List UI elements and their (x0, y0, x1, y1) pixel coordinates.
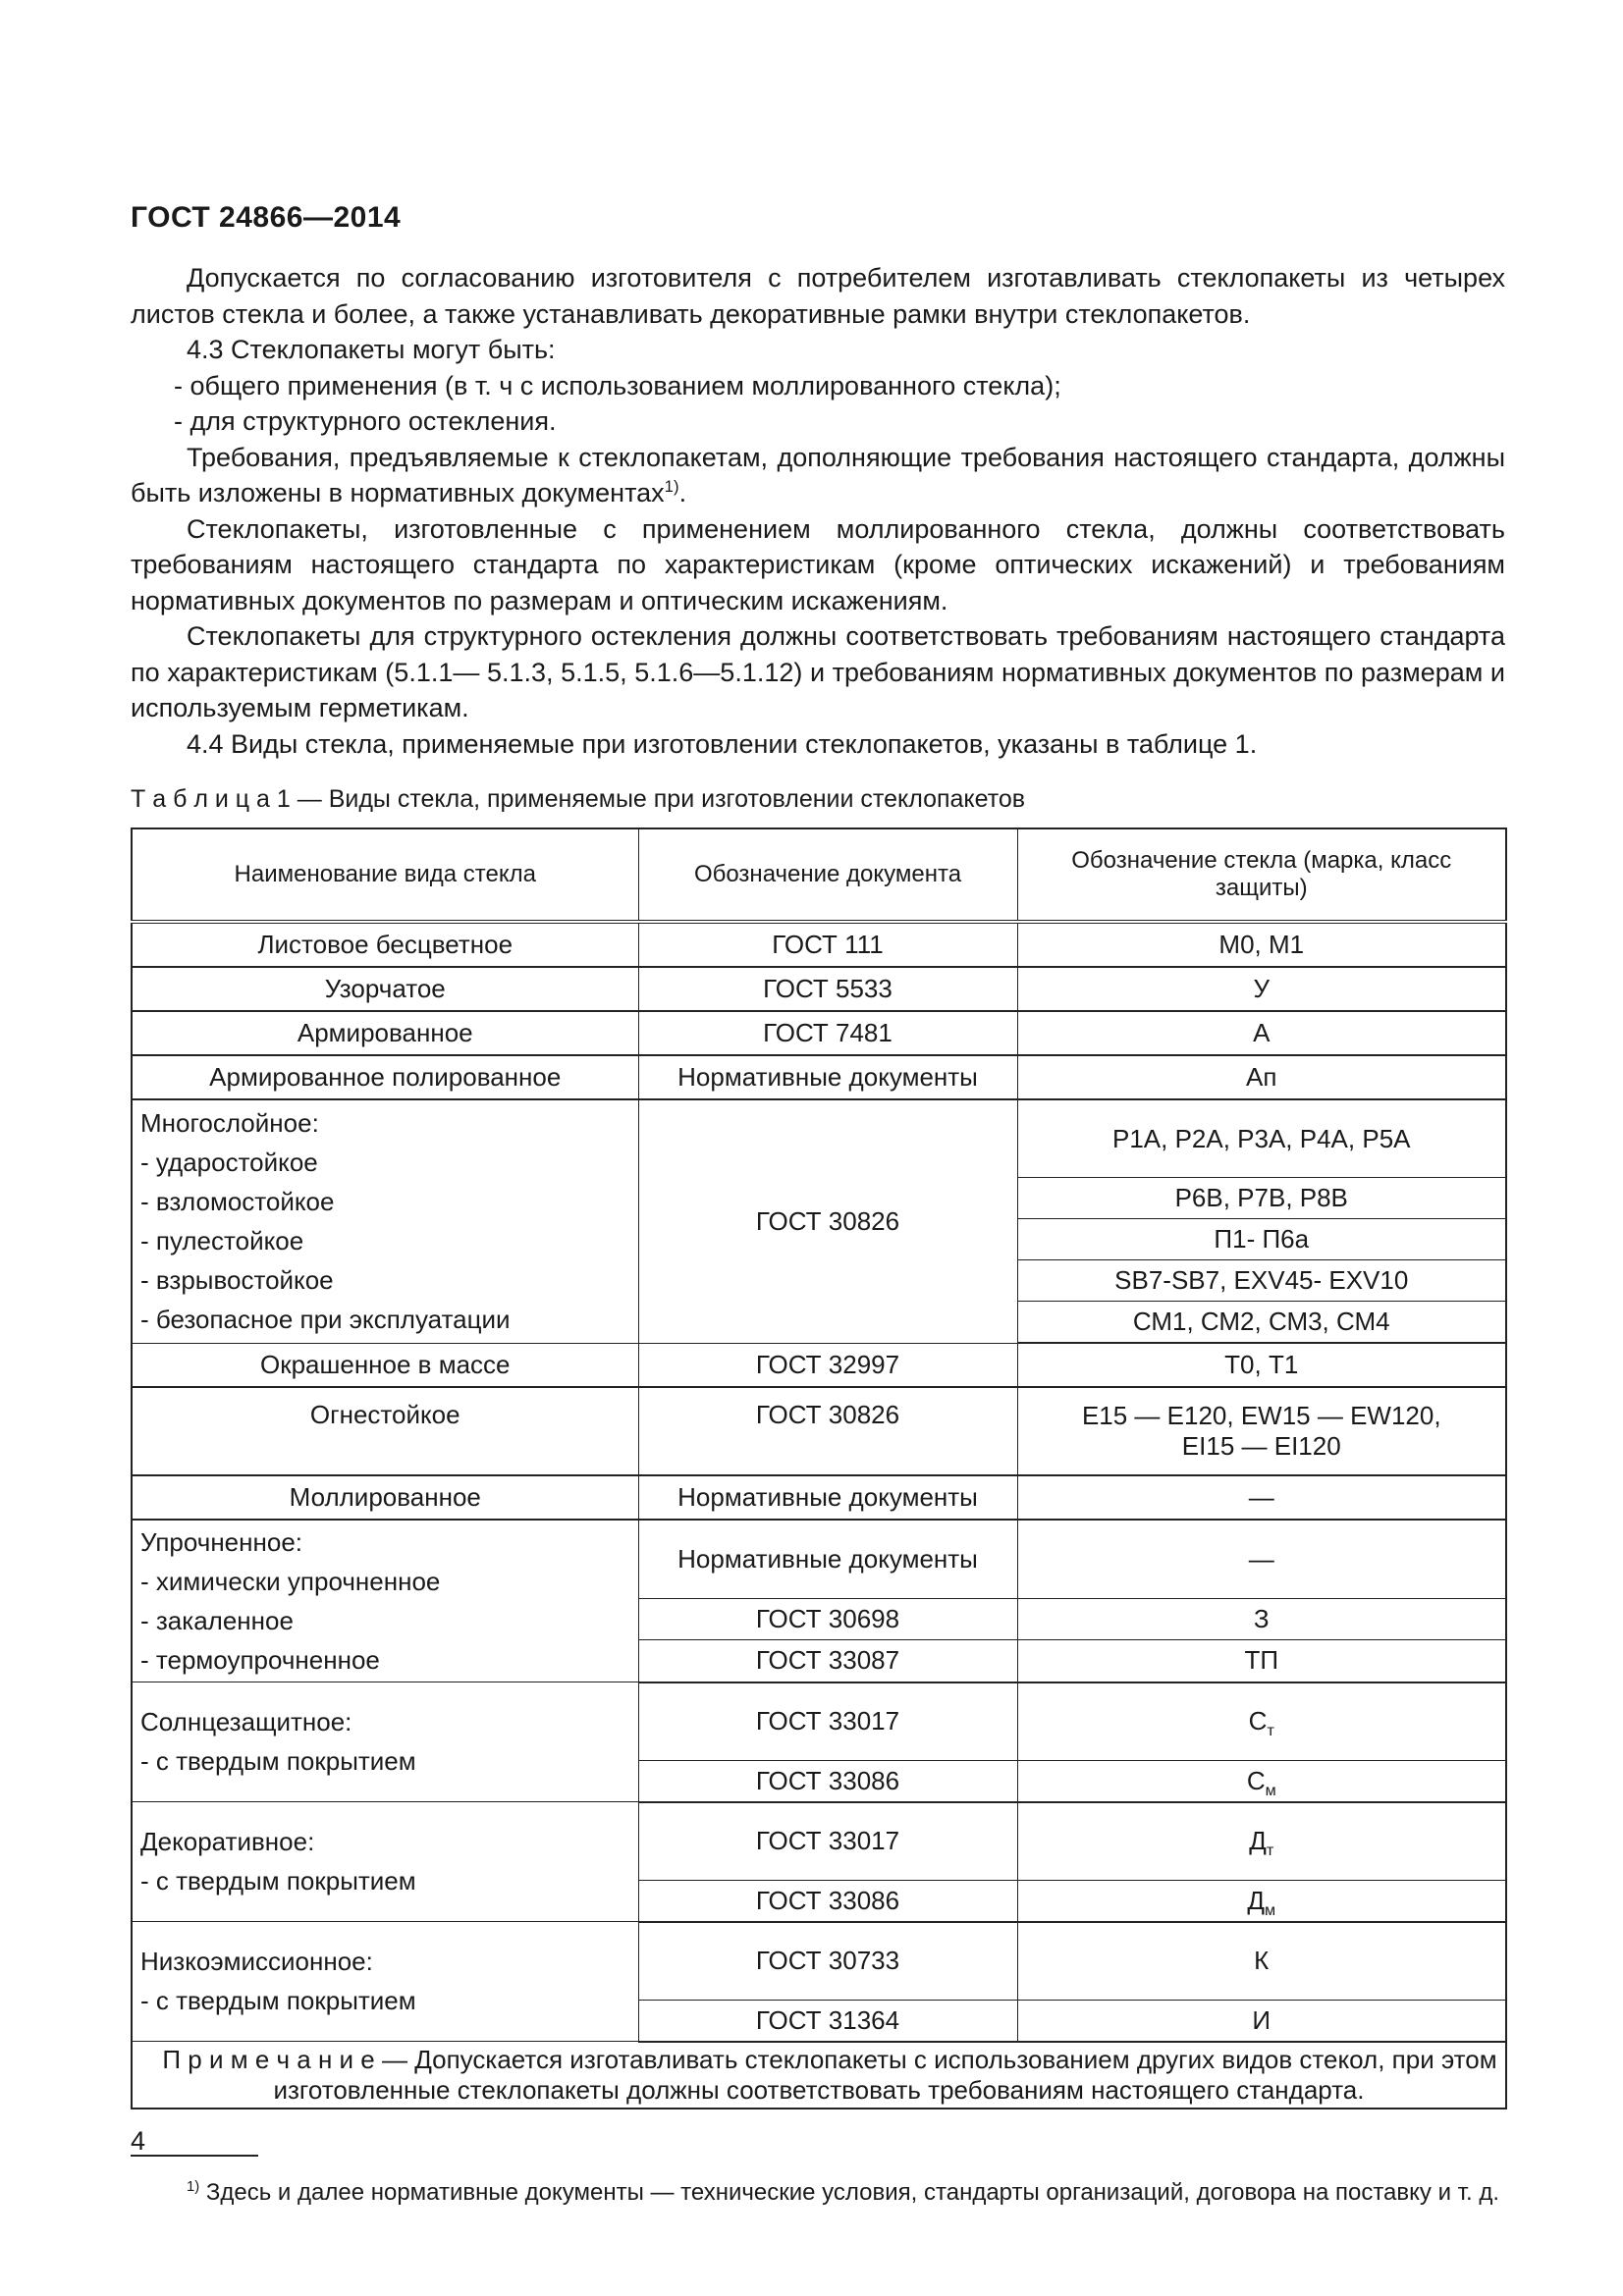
cell-document: ГОСТ 7481 (638, 1011, 1017, 1055)
multilayer-item: - взломостойкое (140, 1186, 335, 1216)
cell-mark (1017, 1760, 1506, 1802)
cell-glass-type-sunprotect (132, 1682, 638, 1802)
table-row-hardened (132, 1520, 1506, 1598)
footnote-reference-mark: 1) (664, 477, 679, 496)
table-header-row (132, 828, 1506, 922)
lowemission-item: - с твердым покрытием (140, 1986, 416, 2015)
cell-document: ГОСТ 33087 (638, 1640, 1017, 1682)
cell-document: ГОСТ 5533 (638, 967, 1017, 1011)
table-note (132, 2042, 1506, 2109)
page-number: 4 (131, 2126, 146, 2156)
cell-document: ГОСТ 31364 (638, 2000, 1017, 2042)
paragraph-requirements-text: Требования, предъявляемые к стеклопакетам, дополняющие требования настоящего стандарта, должны быть изложены в нормативных документах (131, 442, 1505, 507)
mark-base: С (1246, 1765, 1266, 1795)
table-caption-label: Т а б л и ц а 1 (131, 785, 291, 813)
paragraph-requirements (131, 440, 1505, 511)
lowemission-title: Низкоэмиссионное: (140, 1947, 373, 1976)
cell-document: ГОСТ 33017 (638, 1682, 1017, 1761)
sunprotect-title: Солнцезащитное: (140, 1707, 352, 1736)
cell-mark: З (1017, 1598, 1506, 1639)
cell-glass-type: Узорчатое (132, 967, 638, 1011)
table-row-decorative (132, 1802, 1506, 1881)
mark-line: Е15 — Е120, EW15 — EW120, (1081, 1401, 1441, 1430)
hardened-item: - закаленное (140, 1605, 294, 1635)
column-header-glass-type: Наименование вида стекла (132, 828, 638, 922)
paragraph-structural-glazing: Стеклопакеты для структурного остекления должны соответствовать требованиям настоящего стандарта по характеристикам (5.1.1— 5.1.3, 5.1.5, 5.1.6—5.1.12) и требованиям нормативных документов по размерам и используемым герметикам. (131, 621, 1505, 722)
table-row (132, 922, 1506, 967)
cell-document: ГОСТ 111 (638, 922, 1017, 967)
mark-subscript: т (1267, 1722, 1274, 1740)
cell-document: Нормативные документы (638, 1475, 1017, 1520)
cell-document: Нормативные документы (638, 1055, 1017, 1099)
footnote-separator (131, 2155, 258, 2157)
cell-document: ГОСТ 30826 (638, 1099, 1017, 1343)
multilayer-item: - взрывостойкое (140, 1264, 334, 1295)
mark-line: EI15 — EI120 (1181, 1431, 1341, 1461)
cell-mark: А (1017, 1011, 1506, 1055)
column-header-document: Обозначение документа (638, 828, 1017, 922)
mark-subscript: м (1265, 1900, 1276, 1919)
multilayer-item: - безопасное при эксплуатации (140, 1304, 511, 1334)
cell-mark: — (1017, 1520, 1506, 1598)
mark-base: Д (1249, 1826, 1267, 1855)
table-row (132, 1475, 1506, 1520)
table-row-fireproof (132, 1387, 1506, 1475)
hardened-title: Упрочненное: (140, 1526, 303, 1557)
table-row (132, 1343, 1506, 1387)
cell-mark (1017, 1682, 1506, 1761)
table-note-label: П р и м е ч а н и е (162, 2044, 375, 2074)
cell-mark: У (1017, 967, 1506, 1011)
multilayer-item: - пулестойкое (140, 1225, 304, 1255)
cell-glass-type: Огнестойкое (132, 1387, 638, 1475)
footnote-mark: 1) (187, 2178, 200, 2195)
cell-glass-type-multilayer (132, 1099, 638, 1343)
cell-mark: И (1017, 2000, 1506, 2042)
cell-mark: — (1017, 1475, 1506, 1520)
cell-mark: Т0, Т1 (1017, 1343, 1506, 1387)
clause-4-3-heading: 4.3 Стеклопакеты могут быть: (187, 335, 556, 364)
cell-mark: Р6В, Р7В, Р8В (1017, 1178, 1506, 1219)
decorative-item: - с твердым покрытием (140, 1866, 416, 1896)
cell-document: ГОСТ 30826 (638, 1387, 1017, 1475)
table-note-text: — Допускается изготавливать стеклопакеты с использованием других видов стекол, при этом изготовленные стеклопакеты должны соответствовать требованиям настоящего стандарта. (273, 2044, 1497, 2105)
list-item-general-use: - общего применения (в т. ч с использованием моллированного стекла); (174, 370, 1061, 400)
decorative-title: Декоративное: (140, 1827, 315, 1856)
page-content (131, 201, 1505, 2210)
cell-document: ГОСТ 32997 (638, 1343, 1017, 1387)
cell-mark: П1- П6а (1017, 1219, 1506, 1260)
cell-glass-type-hardened (132, 1520, 638, 1682)
table-row-lowemission (132, 1922, 1506, 2001)
clause-4-4-heading: 4.4 Виды стекла, применяемые при изготовлении стеклопакетов, указаны в таблице 1. (187, 728, 1258, 759)
mark-base: С (1248, 1706, 1268, 1735)
table-caption-text: — Виды стекла, применяемые при изготовлении стеклопакетов (297, 785, 1026, 813)
cell-mark (1017, 1880, 1506, 1922)
mark-subscript: м (1265, 1781, 1276, 1799)
cell-document: Нормативные документы (638, 1520, 1017, 1598)
cell-glass-type: Листовое бесцветное (132, 922, 638, 967)
mark-subscript: т (1266, 1842, 1274, 1860)
sunprotect-item: - с твердым покрытием (140, 1746, 416, 1776)
cell-document: ГОСТ 33086 (638, 1880, 1017, 1922)
cell-mark: ТП (1017, 1640, 1506, 1682)
cell-mark: Р1А, Р2А, Р3А, Р4А, Р5А (1017, 1099, 1506, 1178)
cell-document: ГОСТ 30698 (638, 1598, 1017, 1639)
cell-glass-type-lowemission (132, 1922, 638, 2042)
cell-mark: М0, М1 (1017, 922, 1506, 967)
list-item-structural: - для структурного остекления. (174, 406, 557, 436)
document-header-title: ГОСТ 24866—2014 (131, 201, 402, 234)
cell-mark (1017, 1387, 1506, 1475)
table-row-sunprotect (132, 1682, 1506, 1761)
paragraph-bent-glass: Стеклопакеты, изготовленные с применением моллированного стекла, должны соответствовать требованиям настоящего стандарта по характеристикам (кроме оптических искажений) и требованиям нормативных документов по размерам и оптическим искажениям. (131, 513, 1505, 615)
cell-glass-type: Окрашенное в массе (132, 1343, 638, 1387)
cell-glass-type: Армированное полированное (132, 1055, 638, 1099)
paragraph-requirements-tail: . (678, 478, 687, 507)
cell-mark (1017, 1802, 1506, 1881)
multilayer-title: Многослойное: (140, 1107, 319, 1138)
cell-glass-type: Армированное (132, 1011, 638, 1055)
footnote (131, 2176, 1505, 2210)
table-note-row (132, 2042, 1506, 2109)
table-row (132, 1055, 1506, 1099)
multilayer-item: - ударостойкое (140, 1147, 318, 1177)
cell-mark: Ап (1017, 1055, 1506, 1099)
glass-types-table (131, 828, 1507, 2109)
cell-mark: К (1017, 1922, 1506, 2001)
hardened-item: - термоупрочненное (140, 1644, 380, 1675)
cell-document: ГОСТ 30733 (638, 1922, 1017, 2001)
cell-mark: СМ1, СМ2, СМ3, СМ4 (1017, 1302, 1506, 1344)
mark-base: Д (1247, 1885, 1266, 1915)
cell-glass-type: Моллированное (132, 1475, 638, 1520)
column-header-mark: Обозначение стекла (марка, класс защиты) (1017, 828, 1506, 922)
table-row-multilayer (132, 1099, 1506, 1178)
paragraph-intro: Допускается по согласованию изготовителя с потребителем изготавливать стеклопакеты из четырех листов стекла и более, а также устанавливать декоративные рамки внутри стеклопакетов. (131, 263, 1505, 329)
table-caption (131, 785, 1505, 814)
cell-document: ГОСТ 33017 (638, 1802, 1017, 1881)
cell-document: ГОСТ 33086 (638, 1760, 1017, 1802)
table-row (132, 1011, 1506, 1055)
cell-glass-type-decorative (132, 1802, 638, 1922)
cell-mark: SB7-SB7, EXV45- EXV10 (1017, 1260, 1506, 1302)
hardened-item: - химически упрочненное (140, 1566, 441, 1596)
table-row (132, 967, 1506, 1011)
footnote-text: Здесь и далее нормативные документы — технические условия, стандарты организаций, договора на поставку и т. д. (199, 2178, 1499, 2206)
